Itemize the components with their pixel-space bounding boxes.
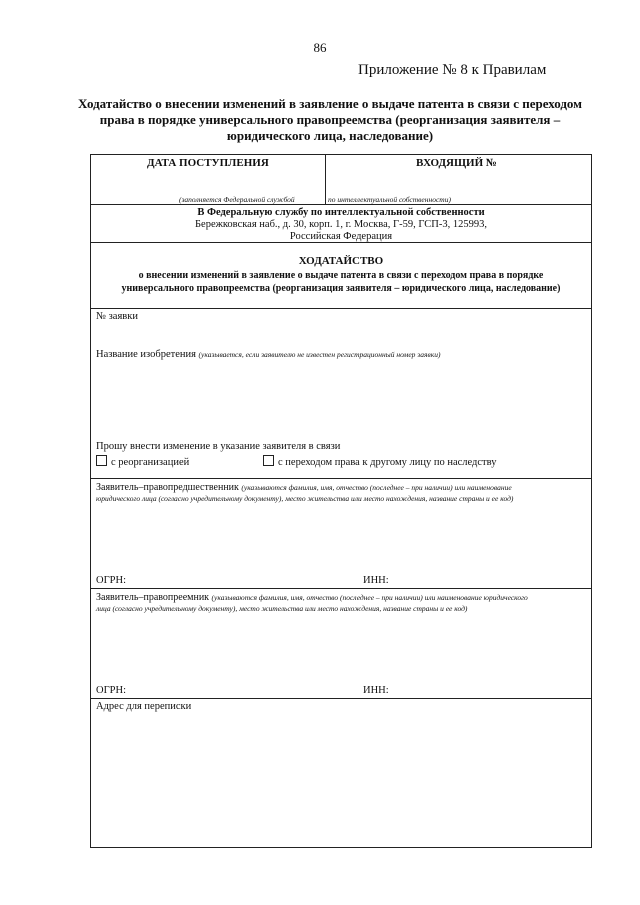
receipt-incoming-label: ВХОДЯЩИЙ №: [416, 157, 497, 169]
addressee-section: [91, 205, 591, 243]
predecessor-section: [91, 479, 591, 589]
petition-form: [90, 154, 592, 848]
successor-note1: (указываются фамилия, имя, отчество (последнее – при наличии) или наименование юридического: [211, 593, 528, 602]
predecessor-label: Заявитель–правопредшественник: [96, 482, 239, 493]
inheritance-label: с переходом права к другому лицу по наследству: [278, 457, 497, 468]
correspondence-section: [91, 699, 591, 847]
invention-name-label[interactable]: [96, 349, 440, 360]
petition-header-section: [91, 243, 591, 309]
successor-inn-label[interactable]: ИНН:: [363, 685, 389, 696]
predecessor-inn-label[interactable]: ИНН:: [363, 575, 389, 586]
petition-line2: универсального правопреемства (реорганизация заявителя – юридического лица, наследование): [121, 283, 561, 294]
application-section: [91, 309, 591, 479]
receipt-section: [91, 155, 591, 205]
option-reorganization[interactable]: [96, 455, 189, 468]
inheritance-checkbox[interactable]: [263, 455, 274, 466]
title-line: права в порядке универсального правопреемства (реорганизация заявителя –: [99, 112, 561, 127]
application-number-label[interactable]: № заявки: [96, 311, 138, 322]
correspondence-label[interactable]: Адрес для переписки: [96, 701, 192, 712]
successor-label-line[interactable]: [96, 592, 528, 603]
document-title: [40, 96, 620, 144]
title-line: юридического лица, наследование): [226, 128, 434, 143]
petition-heading: ХОДАТАЙСТВО: [298, 255, 384, 267]
addressee-line3: Российская Федерация: [289, 231, 393, 242]
appendix-label: Приложение № 8 к Правилам: [358, 62, 547, 78]
receipt-note-left: (заполняется Федеральной службой: [179, 195, 295, 204]
page-number: 86: [313, 40, 327, 55]
addressee-line2: Бережковская наб., д. 30, корп. 1, г. Москва, Г-59, ГСП-3, 125993,: [195, 219, 487, 230]
predecessor-ogrn-label[interactable]: ОГРН:: [96, 575, 126, 586]
receipt-note-right: по интеллектуальной собственности): [328, 195, 451, 204]
predecessor-label-line[interactable]: [96, 482, 512, 493]
successor-ogrn-label[interactable]: ОГРН:: [96, 685, 126, 696]
predecessor-note1: (указываются фамилия, имя, отчество (последнее – при наличии) или наименование: [241, 483, 512, 492]
receipt-divider: [325, 155, 326, 204]
addressee-line1: В Федеральную службу по интеллектуальной собственности: [197, 207, 485, 218]
title-line: Ходатайство о внесении изменений в заявление о выдаче патента в связи с переходом: [77, 96, 583, 111]
successor-note2: лица (согласно учредительному документу), место жительства или место нахождения, название страны и ее код): [96, 604, 468, 613]
option-inheritance[interactable]: [263, 455, 496, 468]
request-text: Прошу внести изменение в указание заявителя в связи: [96, 441, 341, 452]
reorganization-checkbox[interactable]: [96, 455, 107, 466]
invention-name-text: Название изобретения: [96, 349, 196, 360]
successor-label: Заявитель–правопреемник: [96, 592, 210, 603]
receipt-date-label: ДАТА ПОСТУПЛЕНИЯ: [147, 157, 269, 169]
reorganization-label: с реорганизацией: [111, 457, 190, 468]
predecessor-note2: юридического лица (согласно учредительному документу), место жительства или место нахождения, название страны и ее код): [96, 494, 514, 503]
invention-name-note: (указывается, если заявителю не известен регистрационный номер заявки): [198, 350, 441, 359]
successor-section: [91, 589, 591, 699]
petition-line1: о внесении изменений в заявление о выдаче патента в связи с переходом права в порядке: [138, 270, 544, 281]
